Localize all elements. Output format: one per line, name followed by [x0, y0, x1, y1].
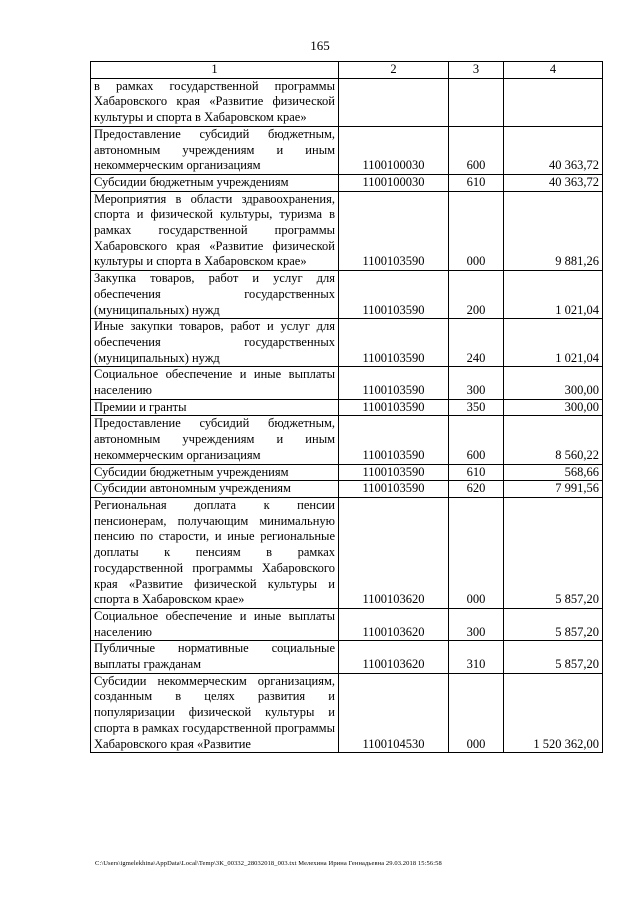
target-code-cell: 1100103590 [339, 481, 449, 498]
expense-type-cell: 610 [449, 174, 504, 191]
row-name-cell: Предоставление субсидий бюджетным, автономным учреждениям и иным некоммерческим организациям [91, 126, 339, 174]
amount-cell: 5 857,20 [504, 608, 603, 640]
table-row [91, 641, 603, 673]
table-row [91, 174, 603, 191]
amount-cell: 5 857,20 [504, 641, 603, 673]
table-row [91, 399, 603, 416]
expense-type-cell: 600 [449, 416, 504, 464]
amount-cell: 1 021,04 [504, 319, 603, 367]
budget-table [90, 61, 603, 753]
table-row [91, 416, 603, 464]
amount-cell: 1 520 362,00 [504, 673, 603, 753]
table-row [91, 271, 603, 319]
target-code-cell: 1100103590 [339, 367, 449, 399]
target-code-cell: 1100103590 [339, 271, 449, 319]
row-name-cell: Субсидии бюджетным учреждениям [91, 464, 339, 481]
expense-type-cell: 000 [449, 191, 504, 271]
row-name-cell: Мероприятия в области здравоохранения, спорта и физической культуры, туризма в рамках государственной программы Хабаровского края «Развитие физической культуры и спорта в Хабаровском крае» [91, 191, 339, 271]
target-code-cell: 1100100030 [339, 174, 449, 191]
page-number: 165 [310, 38, 330, 53]
expense-type-cell [449, 78, 504, 126]
target-code-cell: 1100103590 [339, 191, 449, 271]
expense-type-cell: 200 [449, 271, 504, 319]
expense-type-cell: 350 [449, 399, 504, 416]
expense-type-cell: 600 [449, 126, 504, 174]
table-header [91, 62, 603, 79]
row-name-cell: Социальное обеспечение и иные выплаты населению [91, 367, 339, 399]
amount-cell: 300,00 [504, 367, 603, 399]
table-row [91, 78, 603, 126]
amount-cell: 9 881,26 [504, 191, 603, 271]
column-header: 2 [339, 62, 449, 79]
row-name-cell: Социальное обеспечение и иные выплаты населению [91, 608, 339, 640]
expense-type-cell: 000 [449, 673, 504, 753]
expense-type-cell: 610 [449, 464, 504, 481]
amount-cell: 5 857,20 [504, 497, 603, 608]
column-header: 4 [504, 62, 603, 79]
amount-cell [504, 78, 603, 126]
table-row [91, 481, 603, 498]
amount-cell: 568,66 [504, 464, 603, 481]
amount-cell: 40 363,72 [504, 126, 603, 174]
table-row [91, 191, 603, 271]
target-code-cell: 1100103590 [339, 416, 449, 464]
expense-type-cell: 000 [449, 497, 504, 608]
table-body [91, 78, 603, 753]
row-name-cell: Предоставление субсидий бюджетным, автономным учреждениям и иным некоммерческим организациям [91, 416, 339, 464]
row-name-cell: Субсидии некоммерческим организациям, созданным в целях развития и популяризации физической культуры и спорта в рамках государственной программы Хабаровского края «Развитие [91, 673, 339, 753]
footer-file-path: C:\Users\igmelekhina\AppData\Local\Temp\3K_00332_28032018_003.txt Мелехина Ирина Геннадьевна 29.03.2018 15:56:58 [95, 860, 442, 867]
expense-type-cell: 300 [449, 608, 504, 640]
expense-type-cell: 620 [449, 481, 504, 498]
target-code-cell: 1100100030 [339, 126, 449, 174]
expense-type-cell: 310 [449, 641, 504, 673]
column-header: 3 [449, 62, 504, 79]
row-name-cell: в рамках государственной программы Хабаровского края «Развитие физической культуры и спорта в Хабаровском крае» [91, 78, 339, 126]
expense-type-cell: 240 [449, 319, 504, 367]
amount-cell: 300,00 [504, 399, 603, 416]
row-name-cell: Региональная доплата к пенсии пенсионерам, получающим минимальную пенсию по старости, и иные региональные доплаты к пенсиям в рамках государственной программы Хабаровского края «Развитие физической культуры и спорта в Хабаровском крае» [91, 497, 339, 608]
expense-type-cell: 300 [449, 367, 504, 399]
row-name-cell: Премии и гранты [91, 399, 339, 416]
amount-cell: 8 560,22 [504, 416, 603, 464]
row-name-cell: Закупка товаров, работ и услуг для обеспечения государственных (муниципальных) нужд [91, 271, 339, 319]
row-name-cell: Субсидии автономным учреждениям [91, 481, 339, 498]
target-code-cell: 1100103620 [339, 641, 449, 673]
target-code-cell: 1100103590 [339, 464, 449, 481]
table-row [91, 319, 603, 367]
target-code-cell: 1100103620 [339, 608, 449, 640]
target-code-cell: 1100104530 [339, 673, 449, 753]
column-header: 1 [91, 62, 339, 79]
table-row [91, 673, 603, 753]
row-name-cell: Субсидии бюджетным учреждениям [91, 174, 339, 191]
target-code-cell: 1100103590 [339, 319, 449, 367]
target-code-cell: 1100103620 [339, 497, 449, 608]
row-name-cell: Иные закупки товаров, работ и услуг для обеспечения государственных (муниципальных) нужд [91, 319, 339, 367]
target-code-cell: 1100103590 [339, 399, 449, 416]
target-code-cell [339, 78, 449, 126]
table-row [91, 497, 603, 608]
table-row [91, 367, 603, 399]
amount-cell: 7 991,56 [504, 481, 603, 498]
amount-cell: 40 363,72 [504, 174, 603, 191]
table-row [91, 126, 603, 174]
table-row [91, 608, 603, 640]
table-row [91, 464, 603, 481]
row-name-cell: Публичные нормативные социальные выплаты гражданам [91, 641, 339, 673]
amount-cell: 1 021,04 [504, 271, 603, 319]
